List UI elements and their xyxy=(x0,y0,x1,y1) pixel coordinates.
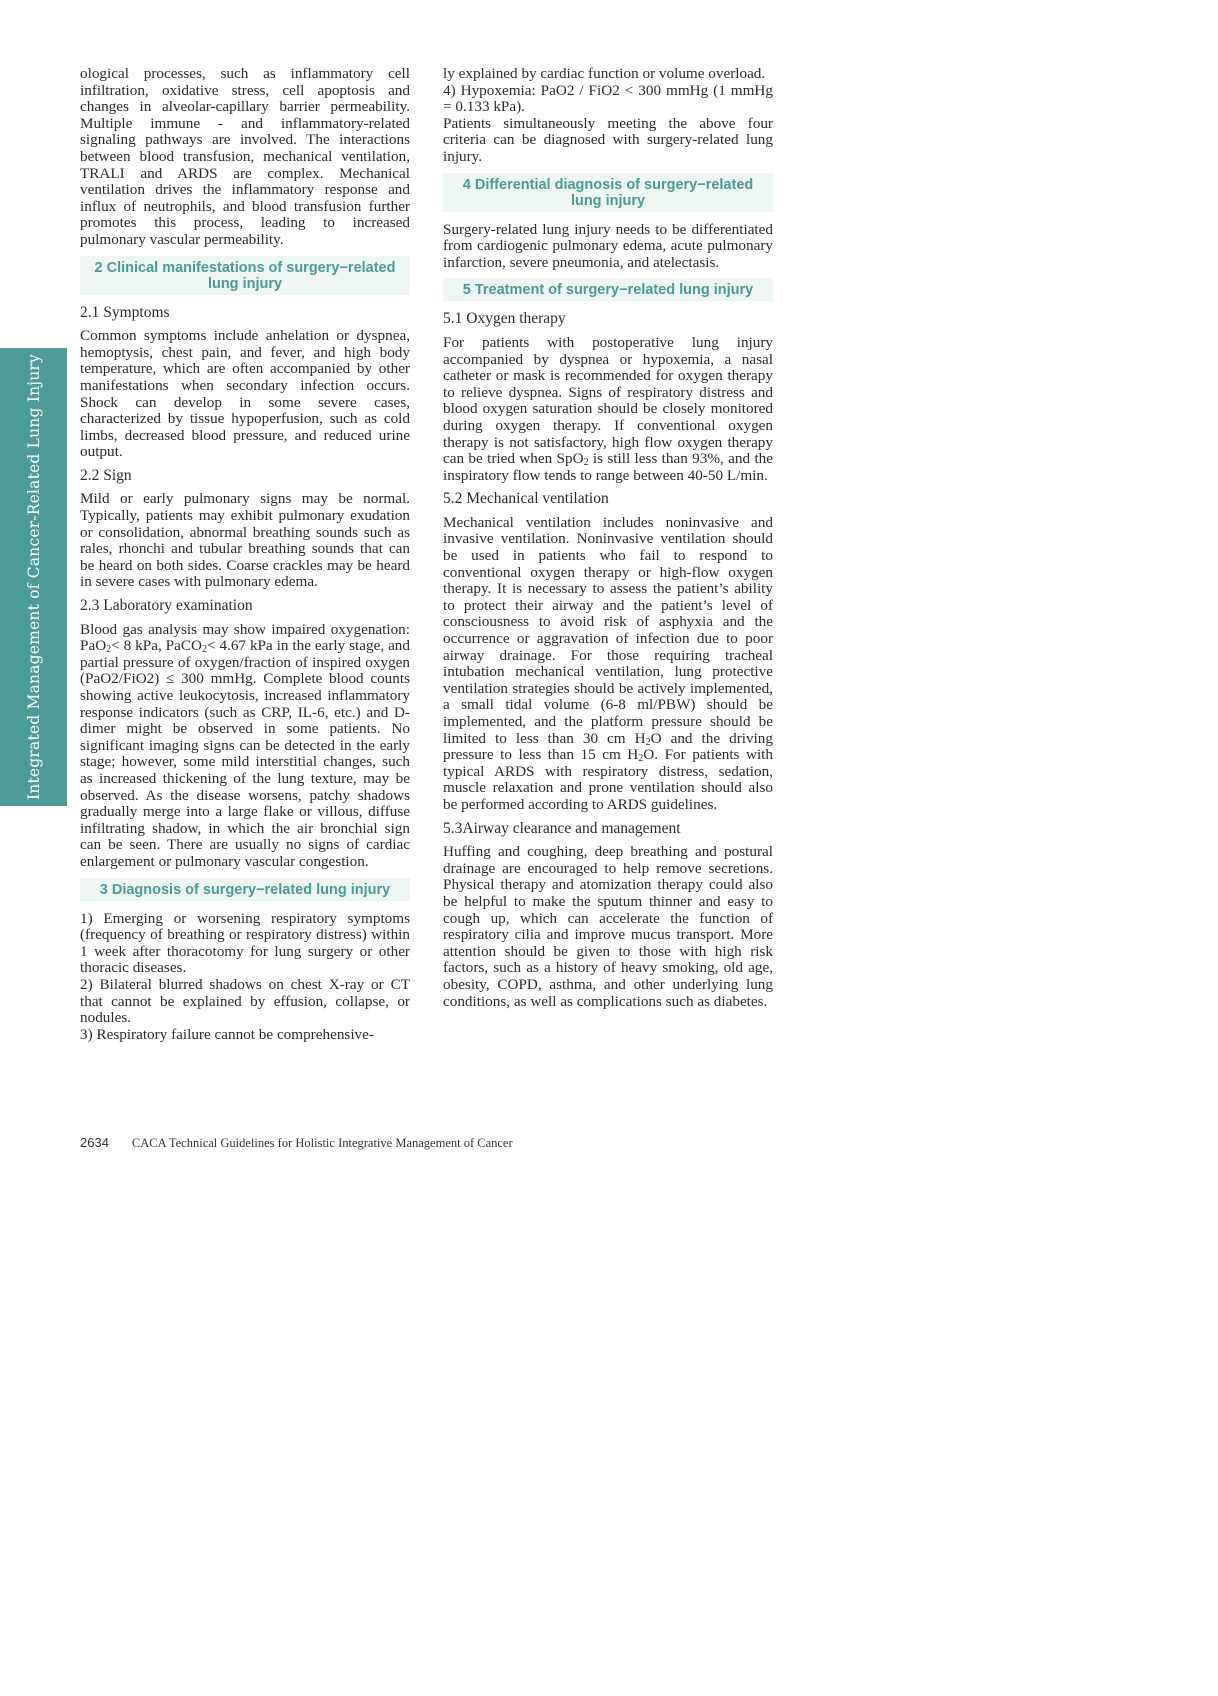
left-column xyxy=(80,66,410,1043)
subsection-5-2-heading: 5.2 Mechanical ventilation xyxy=(443,490,609,508)
subsection-5-1-heading: 5.1 Oxygen therapy xyxy=(443,310,566,328)
criterion-4: 4) Hypoxemia: PaO2 / FiO2 < 300 mmHg (1 mmHg = 0.133 kPa). xyxy=(443,81,773,116)
oxygen-paragraph xyxy=(443,335,773,484)
subsection-2-1-heading: 2.1 Symptoms xyxy=(80,303,170,321)
lab-paragraph xyxy=(80,622,410,871)
subsection-2-2-heading: 2.2 Sign xyxy=(80,466,132,484)
section-4-heading: 4 Differential diagnosis of surgery−related lung injury xyxy=(443,173,773,212)
page-number: 2634 xyxy=(80,1135,109,1150)
criterion-3-continued: ly explained by cardiac function or volume overload. xyxy=(443,65,766,82)
ventilation-paragraph xyxy=(443,515,773,814)
journal-title: CACA Technical Guidelines for Holistic Integrative Management of Cancer xyxy=(131,1136,513,1150)
criterion-2: 2) Bilateral blurred shadows on chest X-ray or CT that cannot be explained by effusion, collapse, or nodules. xyxy=(80,975,410,1027)
lab-text-3: < 4.67 kPa in the early stage, and partial pressure of oxygen/fraction of inspired oxygen (PaO2/FiO2) ≤ 300 mmHg. Complete blood counts showing active leukocytosis, increased inflammatory response indicators (such as CRP, IL-6, etc.) and D-dimer might be observed in some patients. No significant imaging signs can be detected in the early stage; however, some mild interstitial changes, such as increased thickening of the lung texture, may be observed. As the disease worsens, patchy shadows gradually merge into a large flake or villous, diffuse infiltrating shadow, in which the air bronchial sign can be seen. There are usually no signs of cardiac enlargement or pulmonary vascular congestion. xyxy=(80,637,410,870)
criterion-1: 1) Emerging or worsening respiratory symptoms (frequency of breathing or respiratory distress) within 1 week after thoracotomy for lung surgery or other thoracic diseases. xyxy=(80,909,410,977)
subscript: 2 xyxy=(645,736,651,748)
page-footer xyxy=(80,1135,513,1151)
ventilation-text-1: Mechanical ventilation includes noninvasive and invasive ventilation. Noninvasive ventilation should be used in patients who fail to respond to conventional oxygen therapy or high-flow oxygen therapy. It is necessary to assess the patient’s ability to protect their airway and the patient’s level of consciousness to avoid risk of asphyxia and the occurrence or aggravation of infection due to poor airway drainage. For those requiring tracheal intubation mechanical ventilation, lung protective ventilation strategies should be actively implemented, a small tidal volume (6-8 ml/PBW) should be implemented, and the platform pressure should be limited to less than 30 cm H xyxy=(443,513,773,747)
airway-paragraph: Huffing and coughing, deep breathing and postural drainage are encouraged to help remove secretions. Physical therapy and atomization therapy could also be helpful to make the sputum thinner and easy to cough up, which can accelerate the function of respiratory cilia and improve mucus transport. More attention should be given to those with high risk factors, such as a history of heavy smoking, old age, obesity, COPD, asthma, and other underlying lung conditions, as well as complications such as diabetes. xyxy=(443,843,773,1010)
subscript: 2 xyxy=(201,644,207,656)
intro-paragraph: ological processes, such as inflammatory cell infiltration, oxidative stress, cell apoptosis and changes in alveolar-capillary barrier permeability. Multiple immune - and inflammatory-related signaling pathways are involved. The interactions between blood transfusion, mechanical ventilation, TRALI and ARDS are complex. Mechanical ventilation drives the inflammatory response and influx of neutrophils, and blood transfusion further promotes this process, leading to increased pulmonary vascular permeability. xyxy=(80,65,410,248)
lab-text-1: Blood gas analysis may show impaired oxygenation: PaO xyxy=(80,620,410,655)
subscript: 2 xyxy=(106,644,112,656)
lab-text-2: < 8 kPa, PaCO xyxy=(111,637,202,655)
subscript: 2 xyxy=(583,457,589,469)
ventilation-text-2: O and the driving pressure to less than 15 cm H xyxy=(443,729,773,764)
diagnosis-summary: Patients simultaneously meeting the above four criteria can be diagnosed with surgery-related lung injury. xyxy=(443,114,773,165)
differential-paragraph: Surgery-related lung injury needs to be differentiated from cardiogenic pulmonary edema, acute pulmonary infarction, severe pneumonia, and atelectasis. xyxy=(443,220,773,271)
oxygen-text-1: For patients with postoperative lung injury accompanied by dyspnea or hypoxemia, a nasal catheter or mask is recommended for oxygen therapy to relieve dyspnea. Signs of respiratory distress and blood oxygen saturation should be closely monitored during oxygen therapy. If conventional oxygen therapy is not satisfactory, high flow oxygen therapy can be tried when SpO xyxy=(443,333,773,468)
subsection-5-3-heading: 5.3Airway clearance and management xyxy=(443,819,681,837)
side-tab xyxy=(0,348,67,806)
subsection-2-3-heading: 2.3 Laboratory examination xyxy=(80,597,253,615)
criterion-3: 3) Respiratory failure cannot be comprehensive- xyxy=(80,1025,374,1043)
side-tab-title: Integrated Management of Cancer-Related Lung Injury xyxy=(24,353,43,801)
section-3-heading: 3 Diagnosis of surgery−related lung injury xyxy=(80,878,410,901)
oxygen-text-2: is still less than 93%, and the inspiratory flow tends to range between 40-50 L/min. xyxy=(443,450,773,484)
subscript: 2 xyxy=(638,753,644,765)
section-2-heading: 2 Clinical manifestations of surgery−related lung injury xyxy=(80,256,410,295)
right-column xyxy=(443,66,773,1017)
section-5-heading: 5 Treatment of surgery−related lung injury xyxy=(443,278,773,301)
sign-paragraph: Mild or early pulmonary signs may be normal. Typically, patients may exhibit pulmonary exudation or consolidation, abnormal breathing sounds such as rales, rhonchi and tubular breathing sounds that can be heard on both sides. Coarse crackles may be heard in severe cases with pulmonary edema. xyxy=(80,490,410,591)
symptoms-paragraph: Common symptoms include anhelation or dyspnea, hemoptysis, chest pain, and fever, and high body temperature, which are often accompanied by other manifestations when secondary infection occurs. Shock can develop in some severe cases, characterized by tissue hypoperfusion, such as cold limbs, decreased blood pressure, and reduced urine output. xyxy=(80,327,410,461)
ventilation-text-3: O. For patients with typical ARDS with respiratory distress, sedation, muscle relaxation and prone ventilation should also be performed according to ARDS guidelines. xyxy=(443,746,773,813)
